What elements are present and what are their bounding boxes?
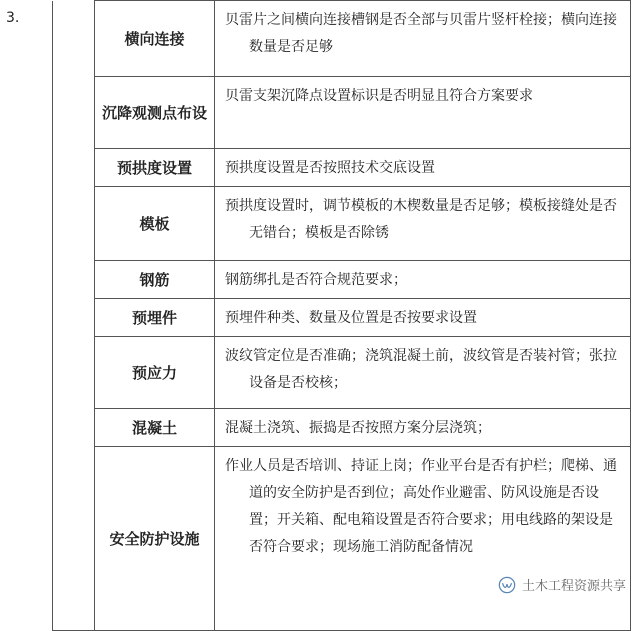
table-row	[53, 77, 631, 149]
check-description: 预拱度设置是否按照技术交底设置	[215, 149, 631, 187]
table-row	[53, 187, 631, 261]
check-description: 贝雷支架沉降点设置标识是否明显且符合方案要求	[215, 77, 631, 149]
check-item: 安全防护设施	[95, 447, 215, 631]
table-row	[53, 299, 631, 337]
inspection-table-container	[52, 0, 630, 600]
watermark-text: 土木工程资源共享	[521, 579, 626, 594]
inspection-table	[52, 0, 631, 631]
check-item: 钢筋	[95, 261, 215, 299]
blank-left-column	[53, 1, 95, 631]
check-description: 混凝土浇筑、振捣是否按照方案分层浇筑；	[215, 409, 631, 447]
check-item: 预应力	[95, 337, 215, 409]
watermark	[498, 575, 626, 594]
check-item: 模板	[95, 187, 215, 261]
wechat-channel-icon	[498, 576, 516, 594]
check-description: 贝雷片之间横向连接槽钢是否全部与贝雷片竖杆栓接；横向连接数量是否足够	[215, 1, 631, 77]
table-row	[53, 337, 631, 409]
check-item: 横向连接	[95, 1, 215, 77]
table-row	[53, 149, 631, 187]
page-number: 3.	[6, 10, 20, 26]
table-row	[53, 1, 631, 77]
check-item: 混凝土	[95, 409, 215, 447]
check-item: 沉降观测点布设	[95, 77, 215, 149]
table-row	[53, 447, 631, 631]
check-description: 钢筋绑扎是否符合规范要求；	[215, 261, 631, 299]
check-item: 预埋件	[95, 299, 215, 337]
check-description: 预拱度设置时，调节模板的木楔数量是否足够；模板接缝处是否无错台；模板是否除锈	[215, 187, 631, 261]
table-row	[53, 409, 631, 447]
table-row	[53, 261, 631, 299]
check-description: 作业人员是否培训、持证上岗；作业平台是否有护栏；爬梯、通道的安全防护是否到位；高处作业避雷、防风设施是否设置；开关箱、配电箱设置是否符合要求；用电线路的架设是否符合要求；现场施工消防配备情况	[215, 447, 631, 631]
check-description: 预埋件种类、数量及位置是否按要求设置	[215, 299, 631, 337]
check-item: 预拱度设置	[95, 149, 215, 187]
check-description: 波纹管定位是否准确；浇筑混凝土前，波纹管是否装衬管；张拉设备是否校核；	[215, 337, 631, 409]
